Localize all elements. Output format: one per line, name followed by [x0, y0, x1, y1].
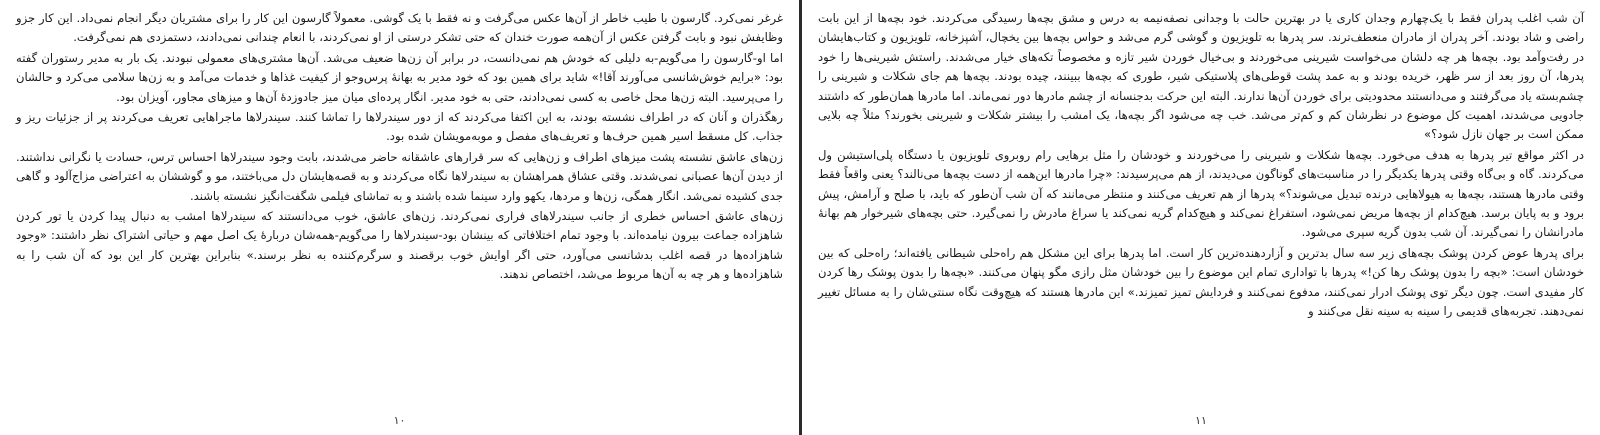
paragraph: اما او-گارسون را می‌گویم-به دلیلی که خودش هم نمی‌دانست، در برابر آن زن‌ها ضعیف می‌شد. آن‌ها مشتری‌های معمولی نبودند. یک بار به مدیر رستوران گفته بود: «برایم خوش‌شانسی می‌آورند آقا!» شاید برای همین بود که خود مدیر به بهانهٔ پرس‌وجو از کیفیت غذاها و خدمات می‌آمد و به زن‌ها سلامی می‌کرد و حالشان را می‌پرسید. البته زن‌ها محل خاصی به کسی نمی‌دادند، حتی به خود مدیر. انگار پرده‌ای میان میز جادوزدهٔ آن‌ها و میزهای مجاور، آویزان بود.	[16, 50, 783, 104]
right-page-body	[818, 9, 1584, 323]
paragraph: آن شب اغلب پدران فقط با یک‌چهارم وجدان کاری یا در بهترین حالت با وجدانی نصفه‌نیمه به درس و مشق بچه‌ها رسیدگی می‌کردند. خود بچه‌ها از این بابت راضی و شاد بودند. آخر پدران از مادران منعطف‌ترند. سر پدرها به تلویزیون و گوشی گرم می‌شد و حواس بچه‌ها بین یخچال، آشپزخانه، تلویزیون و کتاب‌هایشان در رفت‌وآمد بود. بچه‌ها هر چه دلشان می‌خواست شیرینی می‌خوردند و بی‌خیال خوردن شیر تازه و مخصوصاً تکه‌های خیار می‌شدند. راستش شیرینی‌ها را خود پدرها، آن روز بعد از سر ظهر، خریده بودند و به عمد پشت قوطی‌های پلاستیکی شیر، طوری که بچه‌ها ببینند، چیده بودند. بچه‌ها هم جای شکلات و شیرینی را چشم‌بسته یاد می‌گرفتند و می‌دانستند محدودیتی برای خوردن آن‌ها ندارند. البته این حرکت بدجنسانه از چشم مادرها دور نمی‌ماند. اما مادرها همان‌طور که داشتند جادویی می‌شدند، اهمیت کل موضوع در نظرشان کم و کم‌تر می‌شد. خب چه می‌شود اگر بچه‌ها، یک امشب را بیشتر شکلات و شیرینی بخورند؟ مثلاً چه بلایی ممکن است بر جهان نازل شود؟»	[818, 11, 1584, 142]
page-number-right: ۱۱	[1195, 414, 1207, 427]
paragraph: زن‌های عاشق احساس خطری از جانب سیندرلاهای فراری نمی‌کردند. زن‌های عاشق، خوب می‌دانستند که سیندرلاها امشب به دنبال پیدا کردن یا تور کردن شاهزاده جماعت بیرون نیامده‌اند. با وجود تمام اختلافاتی که بینشان بود-سیندرلاها را می‌گویم-همه‌شان دربارهٔ یک اصل مهم و حیاتی اشتراک نظر داشتند: «وجود شاهزاده‌ها در قصه اغلب بدشانسی می‌آورد، حتی اگر اوایش خوب برقصند و سرگرم‌کننده به نظر برسند.» بنابراین بهترین کار این بود که آن شب را به شاهزاده‌ها و هر چه به آن‌ها مربوط می‌شد، اختصاص ندهند.	[16, 209, 783, 282]
left-page-body	[16, 9, 783, 286]
paragraph: برای پدرها عوض کردن پوشک بچه‌های زیر سه سال بدترین و آزاردهنده‌ترین کار است. اما پدرها برای این مشکل هم راه‌حلی شیطانی یافته‌اند؛ راه‌حلی که بین خودشان است: «بچه را بدون پوشک رها کن!» پدرها با تواداری تمام این موضوع را بین خودشان مثل رازی مگو پنهان می‌کنند. «بچه‌ها را بدون پوشک رها کردن کار مفیدی است. چون دیگر توی پوشک ادرار نمی‌کنند، مدفوع نمی‌کنند و فردایش تمیز تمیزند.» این مادرها هستند که هیچ‌وقت نگاه سنتی‌شان را به مسائل تغییر نمی‌دهند. تجربه‌های قدیمی را سینه به سینه نقل می‌کنند و	[818, 245, 1584, 319]
left-page	[0, 0, 799, 435]
right-page	[802, 0, 1600, 435]
paragraph: در اکثر مواقع تیر پدرها به هدف می‌خورد. بچه‌ها شکلات و شیرینی را می‌خوردند و خودشان را مثل برهایی رام روبروی تلویزیون یا دستگاه پلی‌استیشن ول می‌کردند. گاه و بی‌گاه وقتی پدرها یکدیگر را در مناسبت‌های گوناگون می‌دیدند، از هم می‌پرسیدند: «چرا مادرها این‌همه از دست بچه‌ها می‌نالند؟ یعنی واقعاً فقط وقتی مادرها هستند، بچه‌ها به هیولاهایی درنده تبدیل می‌شوند؟» پدرها از هم تعریف می‌کنند و منتظر می‌مانند که آن شب آن‌طور که باید، با صلح و آرامش، پیش برود و به پایان برسد. هیچ‌کدام از بچه‌ها مریض نمی‌شود، استفراغ نمی‌کند و هیچ‌کدام گریه نمی‌کند یا سراغ مادرش را نمی‌گیرد. حتی بچه‌های شیرخوار هم بهانهٔ مادرانشان را نمی‌گیرند. آن شب بدون گریه سپری می‌شود.	[818, 147, 1584, 240]
paragraph: غرغر نمی‌کرد. گارسون با طیب خاطر از آن‌ها عکس می‌گرفت و نه فقط با یک گوشی. معمولاً گارسون این کار را برای مشتریان دیگر انجام نمی‌داد. این کار جزو وظایفش نبود و بابت گرفتن عکس از آن‌همه صورت خندان که حتی تشکر درستی از او نمی‌کردند، با انعام چندانی نمی‌دادند، دستمزدی هم نمی‌گرفت.	[16, 11, 783, 45]
page-number-left: ۱۰	[393, 414, 406, 427]
paragraph: رهگذران و آنان که در اطراف نشسته بودند، به این اکتفا می‌کردند که از دور سیندرلاها را تماشا کنند. سیندرلاها ماجراهایی تعریف می‌کردند پر از جزئیات ریز و جذاب. کل مسقط اسیر همین حرف‌ها و تعریف‌های مفصل و موبه‌مویشان شده بود.	[16, 110, 783, 144]
paragraph: زن‌های عاشق نشسته پشت میزهای اطراف و زن‌هایی که سر قرارهای عاشقانه حاضر می‌شدند، بابت وجود سیندرلاها احساس ترس، حسادت یا نگرانی نداشتند. از دیدن آن‌ها عصبانی نمی‌شدند. وقتی عشاق همراهشان به سیندرلاها نگاه می‌کردند و به قصه‌هایشان دل می‌باختند، مو و گوششان به اعتراضی مزاج‌آلود و گاهی جدی کشیده نمی‌شد. انگار همگی، زن‌ها و مردها، یکهو وارد سینما شده باشند و به تماشای فیلمی شگفت‌انگیز نشسته باشند.	[16, 149, 783, 203]
